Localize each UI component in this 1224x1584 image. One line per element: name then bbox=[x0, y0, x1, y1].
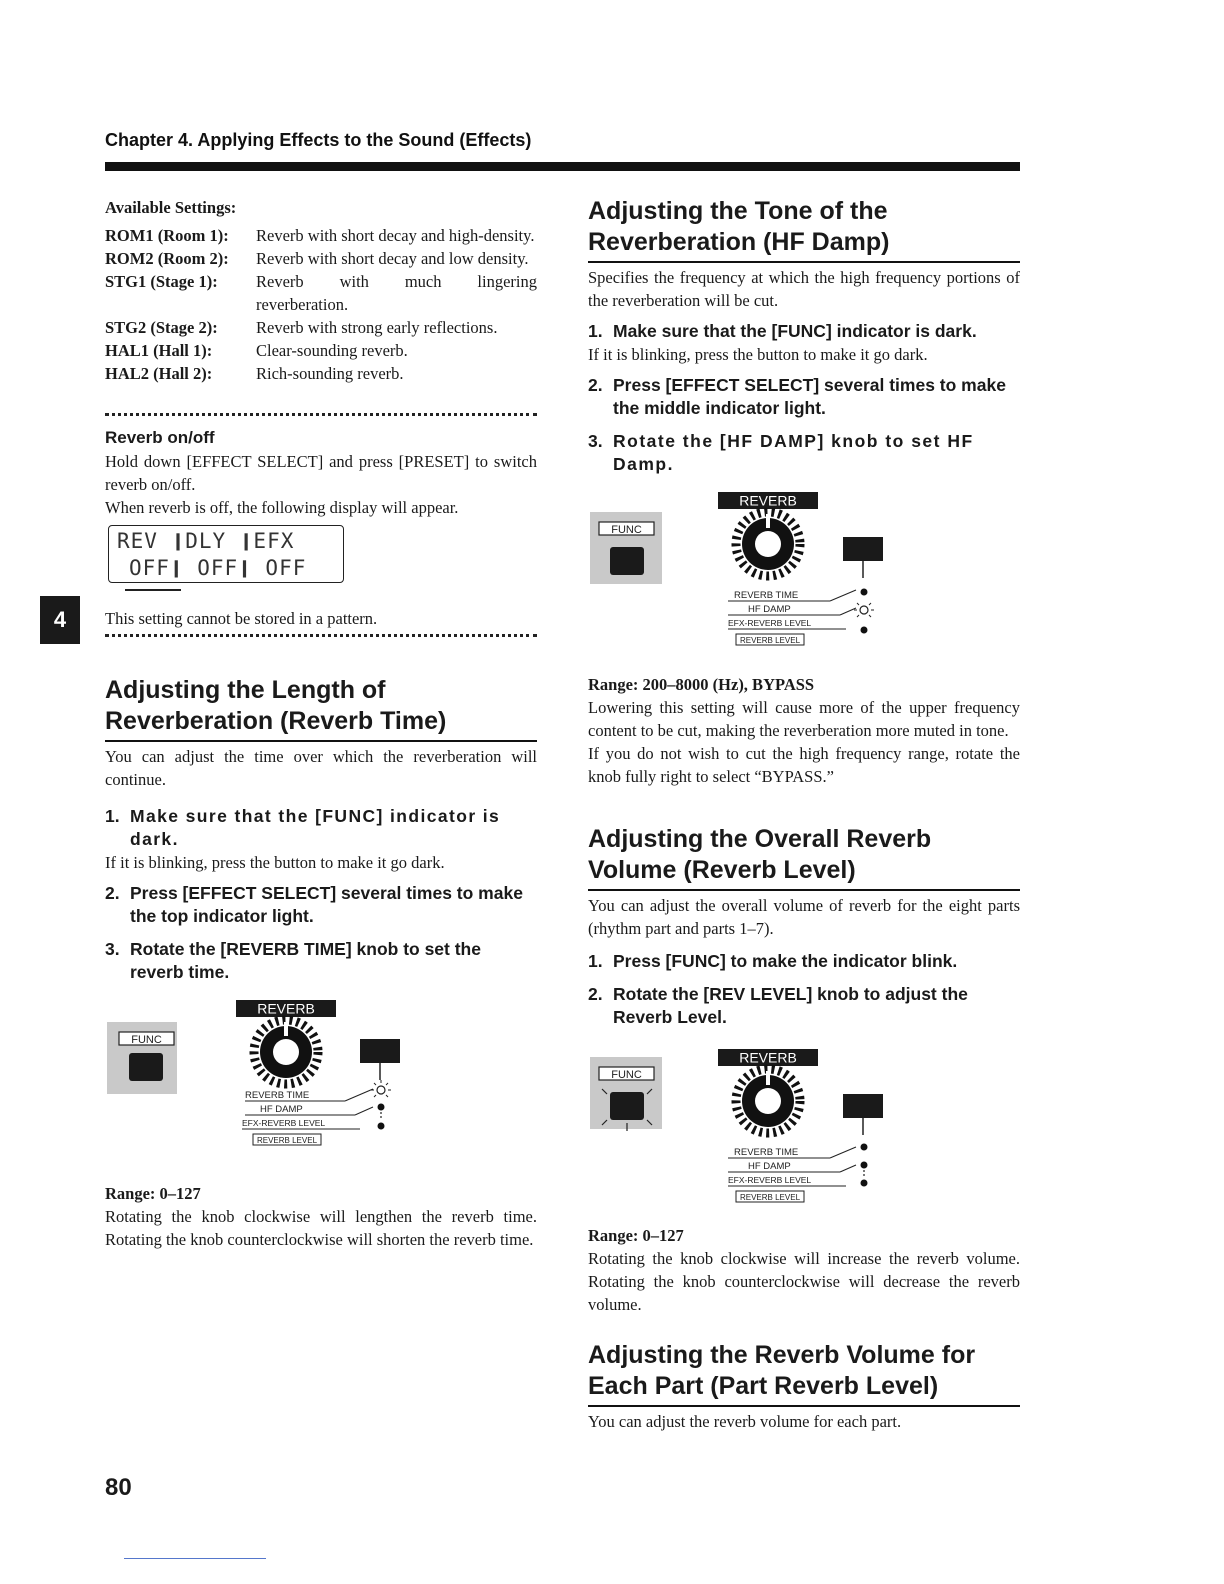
indicator-top-lit bbox=[371, 1080, 391, 1097]
indicator-bottom bbox=[861, 1180, 868, 1187]
settings-desc: Reverb with short decay and low density. bbox=[256, 249, 529, 268]
connector-line bbox=[355, 1107, 373, 1115]
step-text: Make sure that the [FUNC] indicator is dark. bbox=[613, 321, 977, 341]
knob-pointer bbox=[284, 1022, 288, 1036]
indicator-top bbox=[861, 1144, 868, 1151]
step-text: Press [EFFECT SELECT] several times to make the top indicator light. bbox=[130, 883, 523, 926]
lcd-row: OFF❙ OFF❙ OFF bbox=[129, 556, 307, 580]
step-note: If it is blinking, press the button to make it go dark. bbox=[105, 853, 445, 872]
settings-desc: Reverb with short decay and high-density. bbox=[256, 226, 535, 245]
reverb-knob bbox=[736, 1069, 800, 1133]
step-text: Rotate the [HF DAMP] knob to set HF Damp. bbox=[613, 431, 974, 474]
right-column bbox=[588, 196, 1020, 1433]
effect-select-button bbox=[843, 537, 883, 561]
panel-label: HF DAMP bbox=[748, 604, 791, 615]
section-intro: You can adjust the overall volume of reverb for the eight parts (rhythm part and parts 1–7). bbox=[588, 896, 1020, 938]
indicator-bottom bbox=[861, 627, 868, 634]
range-label: Range: 200–8000 (Hz), BYPASS bbox=[588, 675, 815, 694]
panel-svg bbox=[105, 994, 425, 1189]
section-heading bbox=[588, 824, 1020, 891]
panel-label: HF DAMP bbox=[260, 1104, 303, 1115]
step bbox=[588, 320, 1020, 343]
connector-line bbox=[830, 590, 856, 601]
settings-row bbox=[105, 247, 537, 270]
footer-line bbox=[124, 1558, 266, 1559]
func-label: FUNC bbox=[611, 1069, 642, 1081]
step-number: 2. bbox=[588, 375, 603, 395]
func-label: FUNC bbox=[131, 1034, 162, 1046]
section-heading bbox=[588, 196, 1020, 263]
panel-label: EFX-REVERB LEVEL bbox=[728, 1175, 812, 1185]
section-intro: You can adjust the reverb volume for each part. bbox=[588, 1412, 902, 1431]
heading-line: Adjusting the Length of bbox=[105, 676, 386, 704]
step-text: Press [EFFECT SELECT] several times to make the middle indicator light. bbox=[613, 375, 1006, 418]
heading-line: Reverberation (HF Damp) bbox=[588, 228, 890, 256]
reverb-label: REVERB bbox=[257, 1000, 315, 1017]
indicator-bottom bbox=[378, 1123, 385, 1130]
settings-row bbox=[105, 362, 537, 385]
step-text: Press [FUNC] to make the indicator blink. bbox=[613, 951, 958, 971]
panel-label: HF DAMP bbox=[748, 1161, 791, 1172]
settings-row bbox=[105, 270, 537, 316]
note-footnote: This setting cannot be stored in a pattern. bbox=[105, 609, 378, 628]
step bbox=[105, 938, 537, 984]
panel-svg bbox=[588, 1049, 908, 1219]
range-label: Range: 0–127 bbox=[105, 1184, 201, 1203]
settings-row bbox=[105, 339, 537, 362]
hf-damp-panel-illustration bbox=[588, 492, 1020, 667]
range-description: Rotating the knob clockwise will lengthen the reverb time. Rotating the knob counterclockwise will shorten the reverb time. bbox=[105, 1207, 537, 1249]
settings-list bbox=[105, 224, 537, 385]
step bbox=[588, 983, 1020, 1029]
header-rule bbox=[105, 162, 1020, 171]
heading-line: Each Part (Part Reverb Level) bbox=[588, 1372, 939, 1400]
panel-label: EFX-REVERB LEVEL bbox=[242, 1118, 326, 1128]
range-label: Range: 0–127 bbox=[588, 1226, 684, 1245]
step-text: Make sure that the [FUNC] indicator is dark. bbox=[130, 806, 501, 849]
settings-row bbox=[105, 224, 537, 247]
step-number: 1. bbox=[588, 321, 603, 341]
boxed-label: REVERB LEVEL bbox=[739, 636, 801, 645]
step bbox=[588, 374, 1020, 420]
lcd-display-wrap bbox=[105, 519, 537, 599]
func-button bbox=[129, 1053, 163, 1081]
section-intro: You can adjust the time over which the reverberation will continue. bbox=[105, 747, 537, 789]
lcd-display bbox=[108, 525, 344, 583]
heading-line: Adjusting the Overall Reverb bbox=[588, 825, 932, 853]
note-title: Reverb on/off bbox=[105, 428, 215, 447]
effect-select-button bbox=[360, 1039, 400, 1063]
step-number: 2. bbox=[588, 984, 603, 1004]
step bbox=[588, 430, 1020, 476]
lcd-underline bbox=[125, 589, 181, 591]
knob-center bbox=[273, 1039, 299, 1065]
connector-line bbox=[345, 1089, 373, 1101]
page-number: 80 bbox=[105, 1474, 132, 1501]
step-number: 3. bbox=[588, 431, 603, 451]
panel-label: EFX-REVERB LEVEL bbox=[728, 618, 812, 628]
step-note: If it is blinking, press the button to make it go dark. bbox=[588, 345, 928, 364]
lcd-row: REV ❙DLY ❙EFX bbox=[117, 529, 295, 553]
left-column bbox=[105, 196, 537, 1251]
note-text: When reverb is off, the following display will appear. bbox=[105, 498, 459, 517]
range-description: Lowering this setting will cause more of the upper frequency content to be cut, making the reverberation more muted in tone. bbox=[588, 698, 1020, 740]
settings-key: HAL2 (Hall 2): bbox=[105, 364, 213, 383]
reverb-label: REVERB bbox=[739, 492, 797, 509]
panel-label: REVERB TIME bbox=[734, 1147, 799, 1158]
heading-line: Volume (Reverb Level) bbox=[588, 856, 856, 884]
reverb-knob bbox=[254, 1020, 318, 1084]
step-text: Rotate the [REVERB TIME] knob to set the reverb time. bbox=[130, 939, 481, 982]
range-description: If you do not wish to cut the high frequency range, rotate the knob fully right to select “BYPASS.” bbox=[588, 744, 1020, 786]
step bbox=[105, 882, 537, 928]
heading-line: Reverberation (Reverb Time) bbox=[105, 707, 447, 735]
chapter-title: Chapter 4. Applying Effects to the Sound (Effects) bbox=[105, 130, 532, 150]
settings-desc: Clear-sounding reverb. bbox=[256, 341, 408, 360]
settings-desc: Reverb with much lingering reverberation. bbox=[256, 272, 537, 314]
indicator-middle-lit bbox=[854, 603, 874, 617]
section-heading bbox=[105, 675, 537, 742]
settings-desc: Rich-sounding reverb. bbox=[256, 364, 404, 383]
panel-svg bbox=[588, 492, 908, 662]
reverb-panel-illustration bbox=[105, 994, 537, 1194]
connector-line bbox=[840, 1165, 856, 1172]
settings-row bbox=[105, 316, 537, 339]
settings-key: STG1 (Stage 1): bbox=[105, 272, 218, 291]
settings-desc: Reverb with strong early reflections. bbox=[256, 318, 498, 337]
step-number: 3. bbox=[105, 939, 120, 959]
step-number: 1. bbox=[588, 951, 603, 971]
panel-label: REVERB TIME bbox=[734, 590, 799, 601]
connector-line bbox=[830, 1147, 856, 1158]
panel-label: REVERB TIME bbox=[245, 1090, 310, 1101]
heading-line: Adjusting the Reverb Volume for bbox=[588, 1341, 976, 1369]
connector-line bbox=[840, 608, 856, 615]
range-description: Rotating the knob clockwise will increase the reverb volume. Rotating the knob counterclockwise will decrease the reverb volume. bbox=[588, 1249, 1020, 1314]
settings-key: ROM2 (Room 2): bbox=[105, 249, 229, 268]
step-number: 2. bbox=[105, 883, 120, 903]
reverb-knob bbox=[736, 512, 800, 576]
step bbox=[588, 950, 1020, 973]
effect-select-button bbox=[843, 1094, 883, 1118]
reverb-label: REVERB bbox=[739, 1049, 797, 1066]
heading-line: Adjusting the Tone of the bbox=[588, 197, 888, 225]
boxed-label: REVERB LEVEL bbox=[739, 1193, 801, 1202]
settings-key: STG2 (Stage 2): bbox=[105, 318, 218, 337]
settings-key: HAL1 (Hall 1): bbox=[105, 341, 213, 360]
step-number: 1. bbox=[105, 806, 120, 826]
settings-title: Available Settings: bbox=[105, 198, 237, 217]
chapter-tab: 4 bbox=[40, 596, 80, 644]
indicator-middle bbox=[861, 1162, 868, 1169]
step bbox=[105, 805, 537, 851]
reverb-level-panel-illustration bbox=[588, 1049, 1020, 1224]
section-intro: Specifies the frequency at which the high frequency portions of the reverberation will be cut. bbox=[588, 268, 1020, 310]
func-button bbox=[610, 547, 644, 575]
indicator-top bbox=[861, 589, 868, 596]
step-text: Rotate the [REV LEVEL] knob to adjust the Reverb Level. bbox=[613, 984, 968, 1027]
section-heading bbox=[588, 1340, 1020, 1407]
note-text: Hold down [EFFECT SELECT] and press [PRESET] to switch reverb on/off. bbox=[105, 452, 537, 494]
settings-key: ROM1 (Room 1): bbox=[105, 226, 229, 245]
indicator-middle bbox=[378, 1104, 385, 1111]
func-label: FUNC bbox=[611, 524, 642, 536]
boxed-label: REVERB LEVEL bbox=[256, 1136, 318, 1145]
